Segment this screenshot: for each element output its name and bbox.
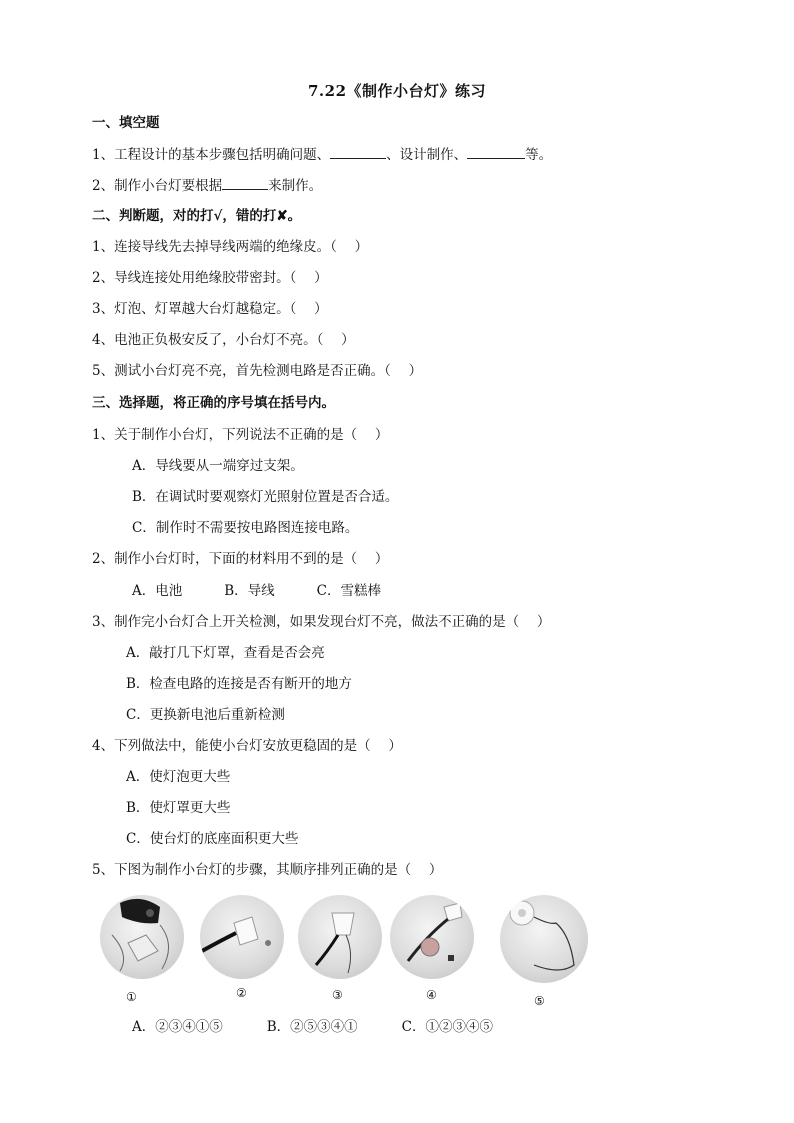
choice-q2-option-b: B．导线 <box>224 583 275 599</box>
photo-label-2: ② <box>236 986 247 1000</box>
fill-q2-blank[interactable] <box>222 175 268 190</box>
fill-q1-part-a: 1、工程设计的基本步骤包括明确问题、 <box>92 147 331 163</box>
judge-item-1: 1、连接导线先去掉导线两端的绝缘皮。（ ） <box>92 239 369 255</box>
lamp-steps-figure <box>100 895 590 985</box>
choice-q3-option-c: C．更换新电池后重新检测 <box>126 707 285 723</box>
fill-q2-part-b: 来制作。 <box>268 178 323 194</box>
choice-q4-stem: 4、下列做法中，能使小台灯安放更稳固的是（ ） <box>92 738 402 754</box>
step-photo-5 <box>500 895 588 983</box>
choice-q3-stem: 3、制作完小台灯合上开关检测，如果发现台灯不亮，做法不正确的是（ ） <box>92 614 551 630</box>
choice-q5-option-b: B．②⑤③④① <box>266 1019 358 1035</box>
choice-q2-option-a: A．电池 <box>132 583 183 599</box>
choice-q2-options <box>132 581 381 601</box>
fill-q1-blank-1[interactable] <box>330 144 386 159</box>
section-true-false-heading: 二、判断题，对的打√，错的打✘。 <box>92 208 302 224</box>
choice-q3-option-a: A．敲打几下灯罩，查看是否会亮 <box>126 645 325 661</box>
fill-q1-part-c: 等。 <box>525 147 553 163</box>
choice-q5-stem: 5、下图为制作小台灯的步骤，其顺序排列正确的是（ ） <box>92 862 443 878</box>
fill-q1-part-b: 、设计制作、 <box>386 147 468 163</box>
choice-q5-options <box>132 1017 493 1037</box>
choice-q2-stem: 2、制作小台灯时，下面的材料用不到的是（ ） <box>92 551 389 567</box>
photo-label-5: ⑤ <box>534 994 545 1008</box>
choice-q4-option-b: B．使灯罩更大些 <box>126 800 231 816</box>
choice-q3-option-b: B．检查电路的连接是否有断开的地方 <box>126 676 352 692</box>
section-fill-in-heading: 一、填空题 <box>92 115 160 131</box>
photo-label-3: ③ <box>332 988 343 1002</box>
choice-q1-stem: 1、关于制作小台灯，下列说法不正确的是（ ） <box>92 427 389 443</box>
choice-q1-option-a: A．导线要从一端穿过支架。 <box>132 458 304 474</box>
step-photo-3 <box>298 895 382 979</box>
choice-q2-option-c: C．雪糕棒 <box>316 583 382 599</box>
page-title: 7.22《制作小台灯》练习 <box>307 82 487 100</box>
judge-item-4: 4、电池正负极安反了，小台灯不亮。（ ） <box>92 332 355 348</box>
choice-q4-option-a: A．使灯泡更大些 <box>126 769 231 785</box>
fill-q1-blank-2[interactable] <box>467 144 525 159</box>
choice-q5-option-a: A．②③④①⑤ <box>132 1019 223 1035</box>
fill-q2-part-a: 2、制作小台灯要根据 <box>92 178 223 194</box>
choice-q5-option-c: C．①②③④⑤ <box>401 1019 494 1035</box>
step-photo-2 <box>200 895 284 979</box>
step-photo-1 <box>100 895 184 979</box>
judge-item-5: 5、测试小台灯亮不亮，首先检测电路是否正确。（ ） <box>92 363 423 379</box>
section-choice-heading: 三、选择题，将正确的序号填在括号内。 <box>92 395 335 411</box>
choice-q4-option-c: C．使台灯的底座面积更大些 <box>126 831 299 847</box>
judge-item-3: 3、灯泡、灯罩越大台灯越稳定。（ ） <box>92 301 328 317</box>
fill-question-1 <box>92 144 552 165</box>
fill-question-2 <box>92 175 322 196</box>
step-photo-4 <box>390 895 474 979</box>
choice-q1-option-c: C．制作时不需要按电路图连接电路。 <box>132 520 359 536</box>
judge-item-2: 2、导线连接处用绝缘胶带密封。（ ） <box>92 270 328 286</box>
choice-q1-option-b: B．在调试时要观察灯光照射位置是否合适。 <box>132 489 399 505</box>
photo-label-1: ① <box>126 990 137 1004</box>
photo-label-4: ④ <box>426 988 437 1002</box>
